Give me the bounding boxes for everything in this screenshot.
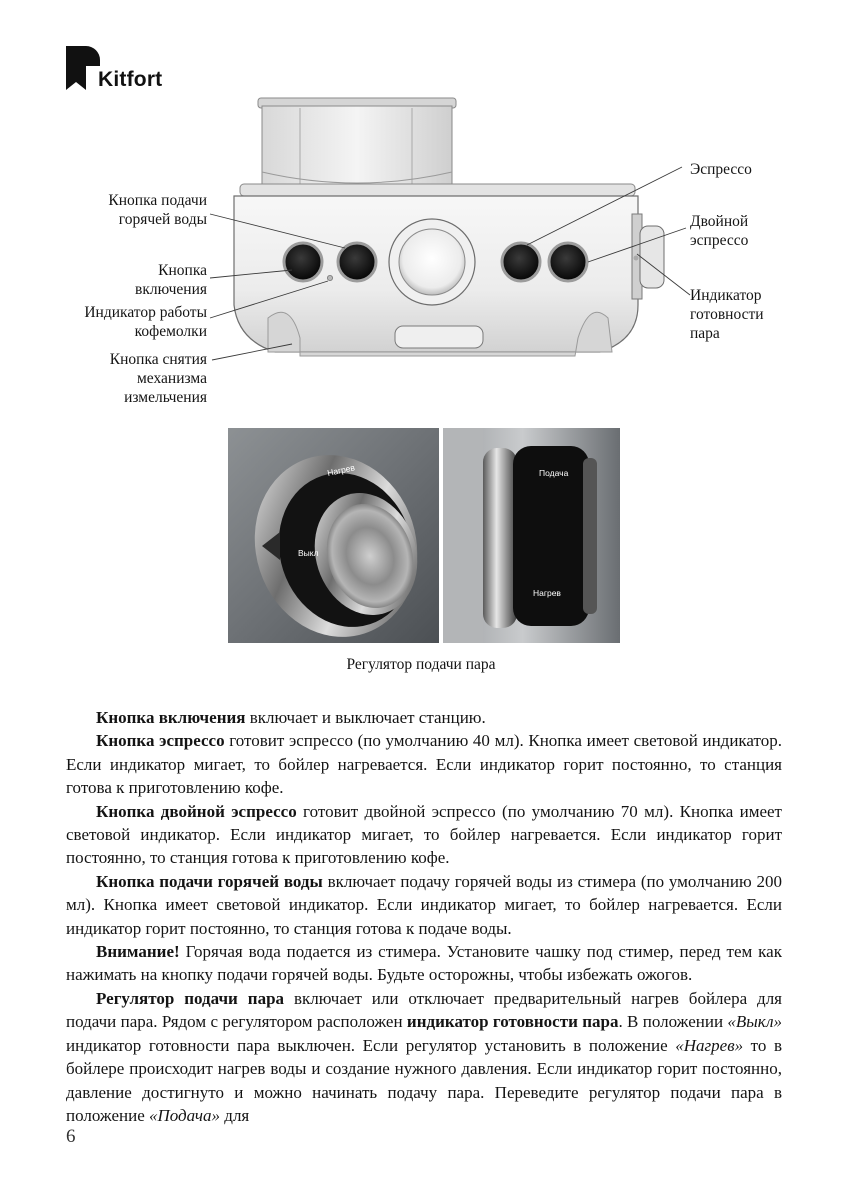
dial-label-off: Выкл [298,548,319,558]
paragraph [66,729,782,799]
callout-double-espresso: Двойной эспрессо [690,213,749,249]
paragraph-text: готовит двойной эспрессо (по умолчанию 70 мл). Кнопка имеет световой индикатор. Если индикатор мигает, то бойлер нагревается. Если индикатор горит постоянно, то станция готова к приготовлению кофе. [66,801,782,868]
body-text [66,706,782,1127]
paragraph [66,940,782,987]
callout-espresso: Эспрессо [690,161,752,178]
italic-term: «Нагрев» [675,1035,744,1055]
callout-power-button: Кнопка включения [135,262,207,298]
callout-grinder-indicator: Индикатор работы кофемолки [84,304,207,340]
dial-label-supply: Подача [539,468,569,478]
paragraph-text: индикатор готовности пара выключен. Если регулятор установить в положение [66,1035,676,1055]
paragraph-text: Горячая вода подается из стимера. Установите чашку под стимер, перед тем как нажимать на кнопку подачи горячей воды. Будьте осторожны, чтобы избежать ожогов. [66,942,782,985]
figure-caption: Регулятор подачи пара [346,656,496,673]
bold-term: индикатор готовности пара [406,1012,619,1032]
dial-label-heat-side: Нагрев [533,588,561,598]
callout-grinder-release-button: Кнопка снятия механизма измельчения [109,351,207,406]
bold-term: Внимание! [96,942,180,962]
bold-term: Регулятор подачи пара [96,988,285,1008]
paragraph-text: то в бойлере происходит нагрев воды и создание нужного давления. Если индикатор горит постоянно, давление достигнуто и можно начинать подачу пара. Переведите регулятор подачи пара в положение [66,1035,782,1125]
steam-regulator-photo-side [443,428,620,643]
bold-term: Кнопка эспрессо [96,731,225,751]
paragraph-text: . В положении [618,1012,728,1032]
paragraph-text: включает или отключает предварительный нагрев бойлера для подачи пара. Рядом с регулятором расположен [66,988,782,1032]
callout-hot-water-button: Кнопка подачи горячей воды [108,192,207,228]
bold-term: Кнопка подачи горячей воды [96,871,323,891]
italic-term: «Выкл» [727,1012,782,1032]
steam-regulator-photo-front [228,428,439,643]
italic-term: «Подача» [149,1105,221,1125]
page-number: 6 [66,1126,76,1147]
bold-term: Кнопка включения [96,708,246,727]
paragraph [66,800,782,870]
paragraph-text: для [220,1105,250,1125]
callout-steam-ready-indicator: Индикатор готовности пара [690,287,764,342]
paragraph [66,987,782,1127]
paragraph [66,706,782,729]
paragraph-text: готовит эспрессо (по умолчанию 40 мл). Кнопка имеет световой индикатор. Если индикатор мигает, то бойлер нагревается. Если индикатор горит постоянно, то станция готова к приготовлению кофе. [66,731,782,798]
paragraph-text: включает подачу горячей воды из стимера (по умолчанию 200 мл). Кнопка имеет световой индикатор. Если индикатор мигает, то бойлер нагревается. Если индикатор горит постоянно, то станция готова к подаче воды. [66,871,782,938]
paragraph [66,870,782,940]
bold-term: Кнопка двойной эспрессо [96,801,297,821]
logo-text: Kitfort [98,68,163,91]
dial-label-heat: Нагрев [326,462,356,478]
paragraph-text: включает и выключает станцию. [245,708,486,727]
